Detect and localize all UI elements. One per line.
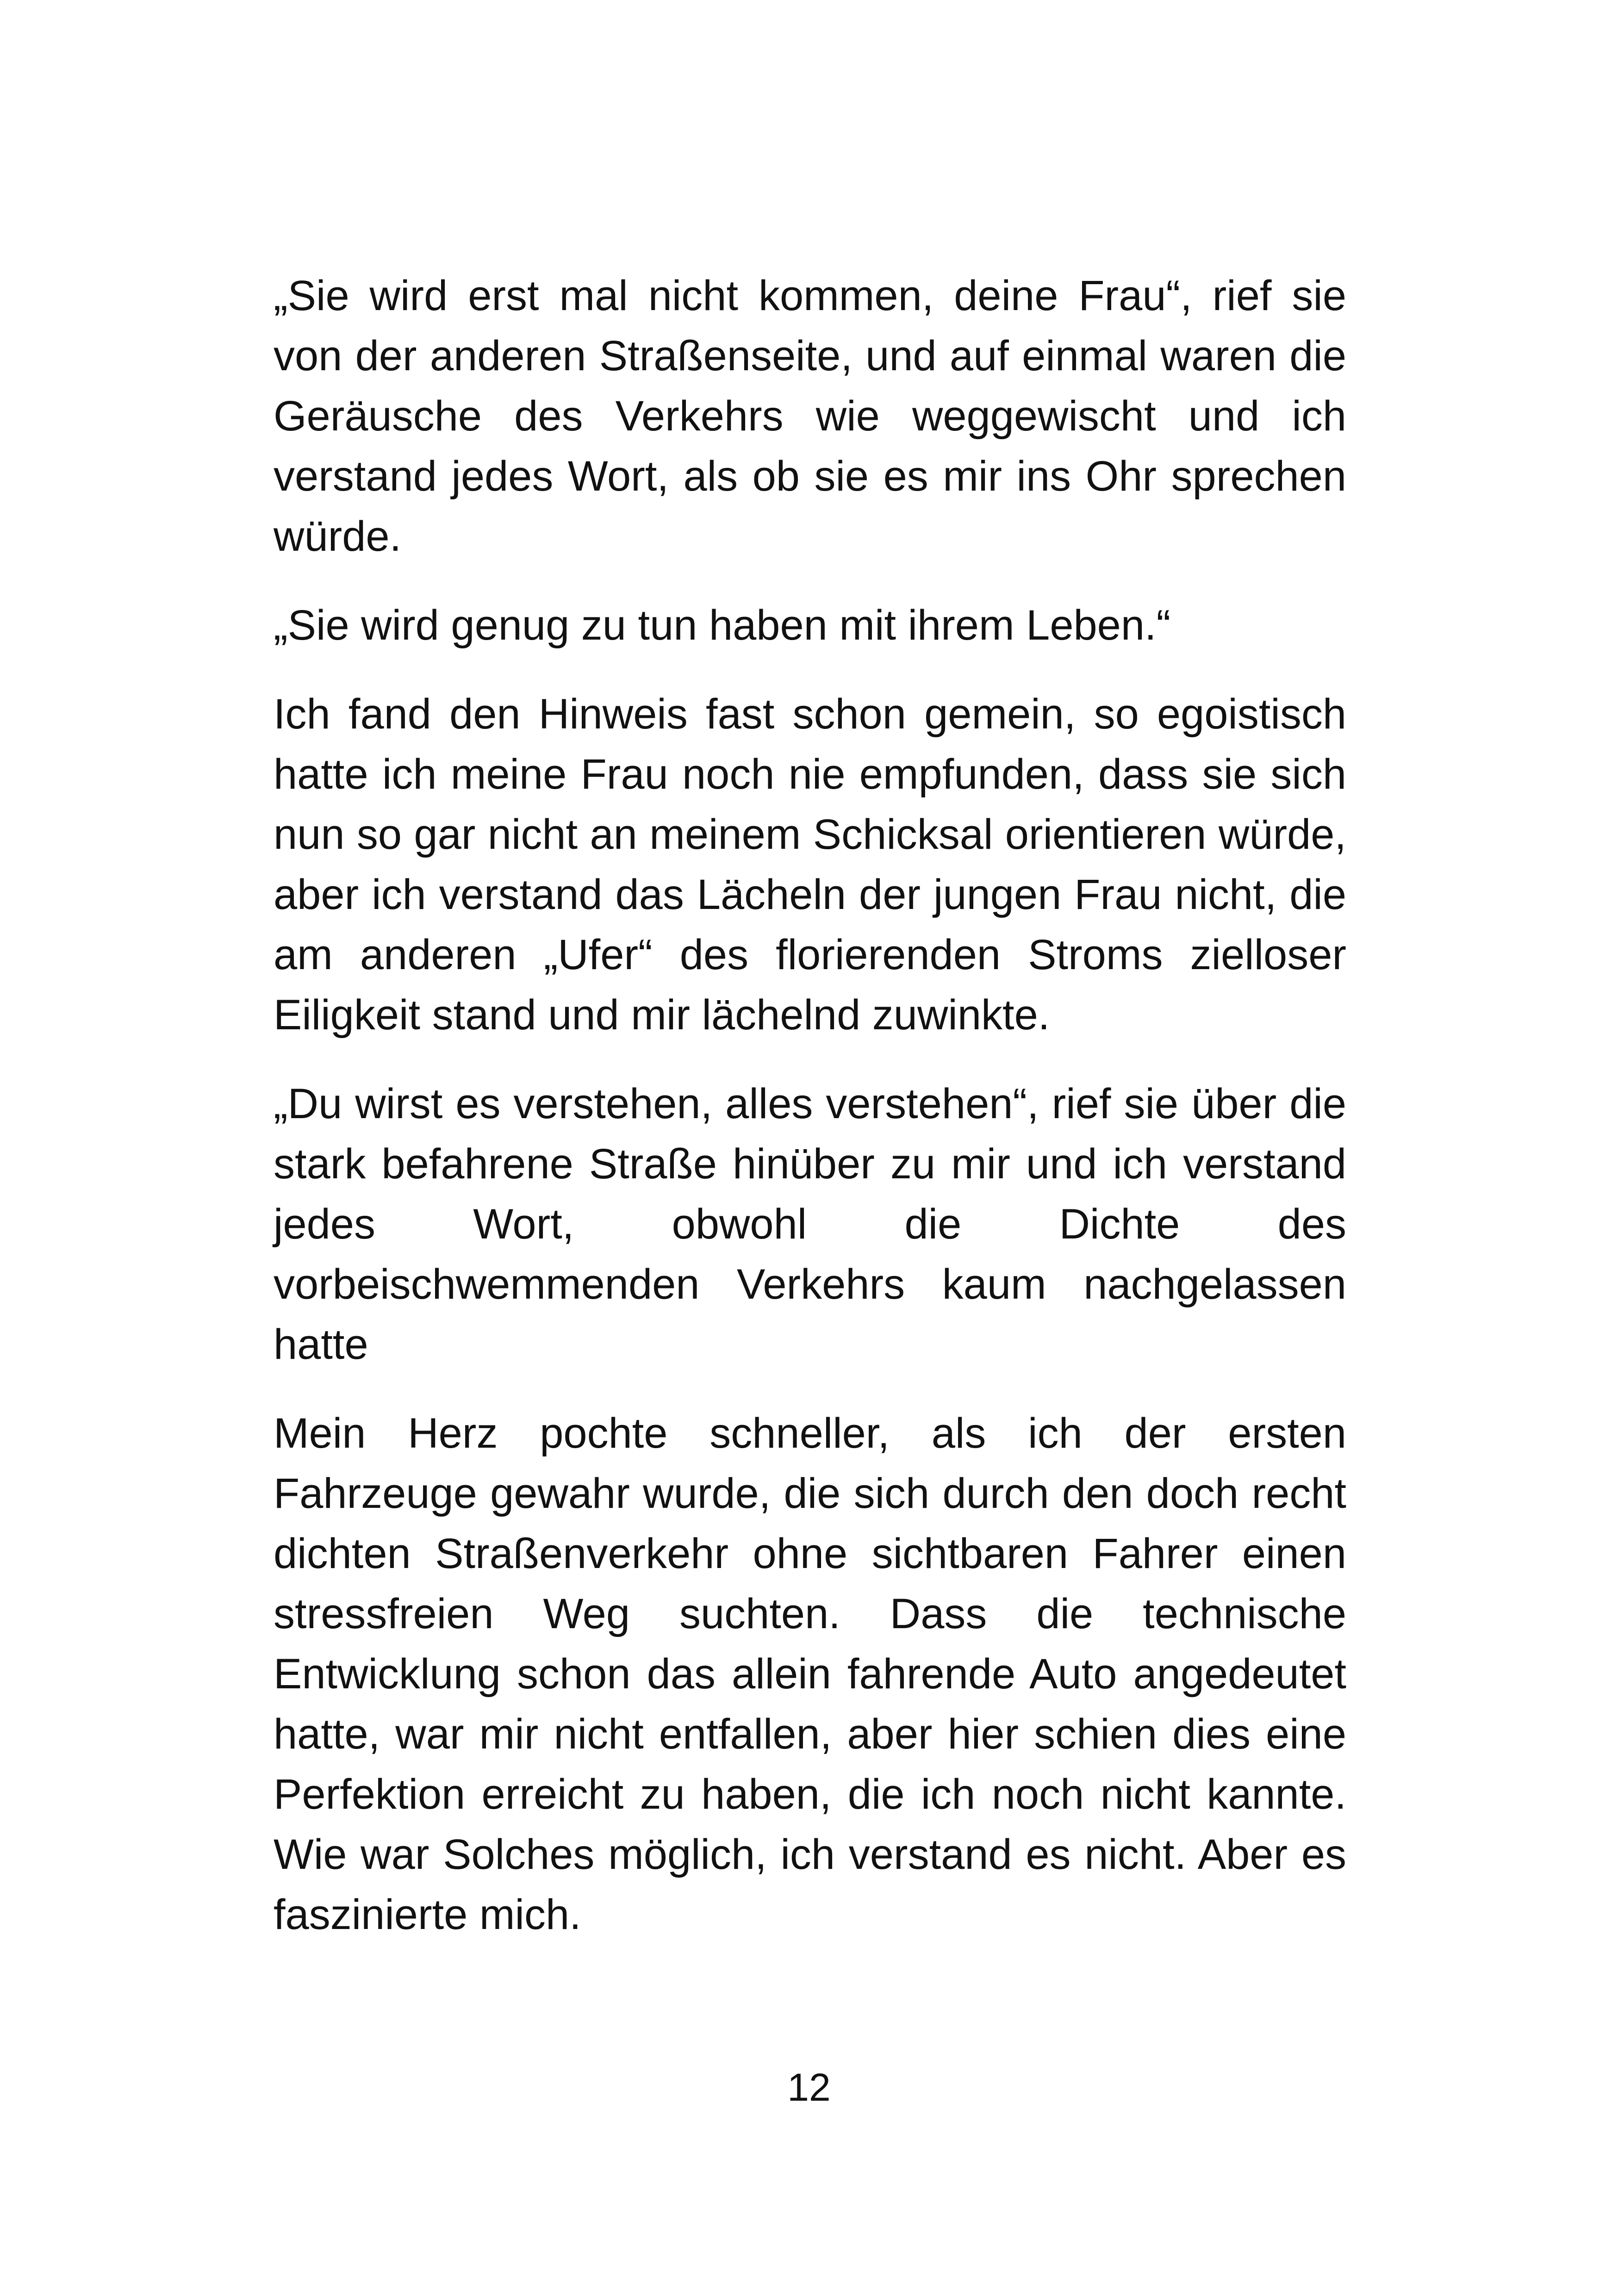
paragraph-1: „Sie wird erst mal nicht kommen, deine Frau“, rief sie von der anderen Straßenseite, und auf einmal waren die Geräusche des Verkehrs wie weggewischt und ich verstand jedes Wort, als ob sie es mir ins Ohr sprechen würde. [274,272,1346,560]
paragraph-3: Ich fand den Hinweis fast schon gemein, so egoistisch hatte ich meine Frau noch nie empfunden, dass sie sich nun so gar nicht an meinem Schicksal orientieren würde, aber ich verstand das Lächeln der jungen Frau nicht, die am anderen „Ufer“ des florierenden Stroms zielloser Eiligkeit stand und mir lächelnd zuwinkte. [274,691,1346,1039]
page-number: 12 [787,2066,831,2109]
paragraph-2: „Sie wird genug zu tun haben mit ihrem Leben.“ [274,602,1171,649]
body-text [274,266,1346,1973]
paragraph-5: Mein Herz pochte schneller, als ich der ersten Fahrzeuge gewahr wurde, die sich durch den doch recht dichten Straßenverkehr ohne sichtbaren Fahrer einen stressfreien Weg suchten. Dass die technische Entwicklung schon das allein fahrende Auto angedeutet hatte, war mir nicht entfallen, aber hier schien dies eine Perfektion erreicht zu haben, die ich noch nicht kannte. Wie war Solches möglich, ich verstand es nicht. Aber es faszinierte mich. [274,1410,1346,1938]
paragraph-4: „Du wirst es verstehen, alles verstehen“, rief sie über die stark befahrene Straße hinüber zu mir und ich verstand jedes Wort, obwohl die Dichte des vorbeischwemmenden Verkehrs kaum nachgelassen hatte [274,1080,1346,1368]
